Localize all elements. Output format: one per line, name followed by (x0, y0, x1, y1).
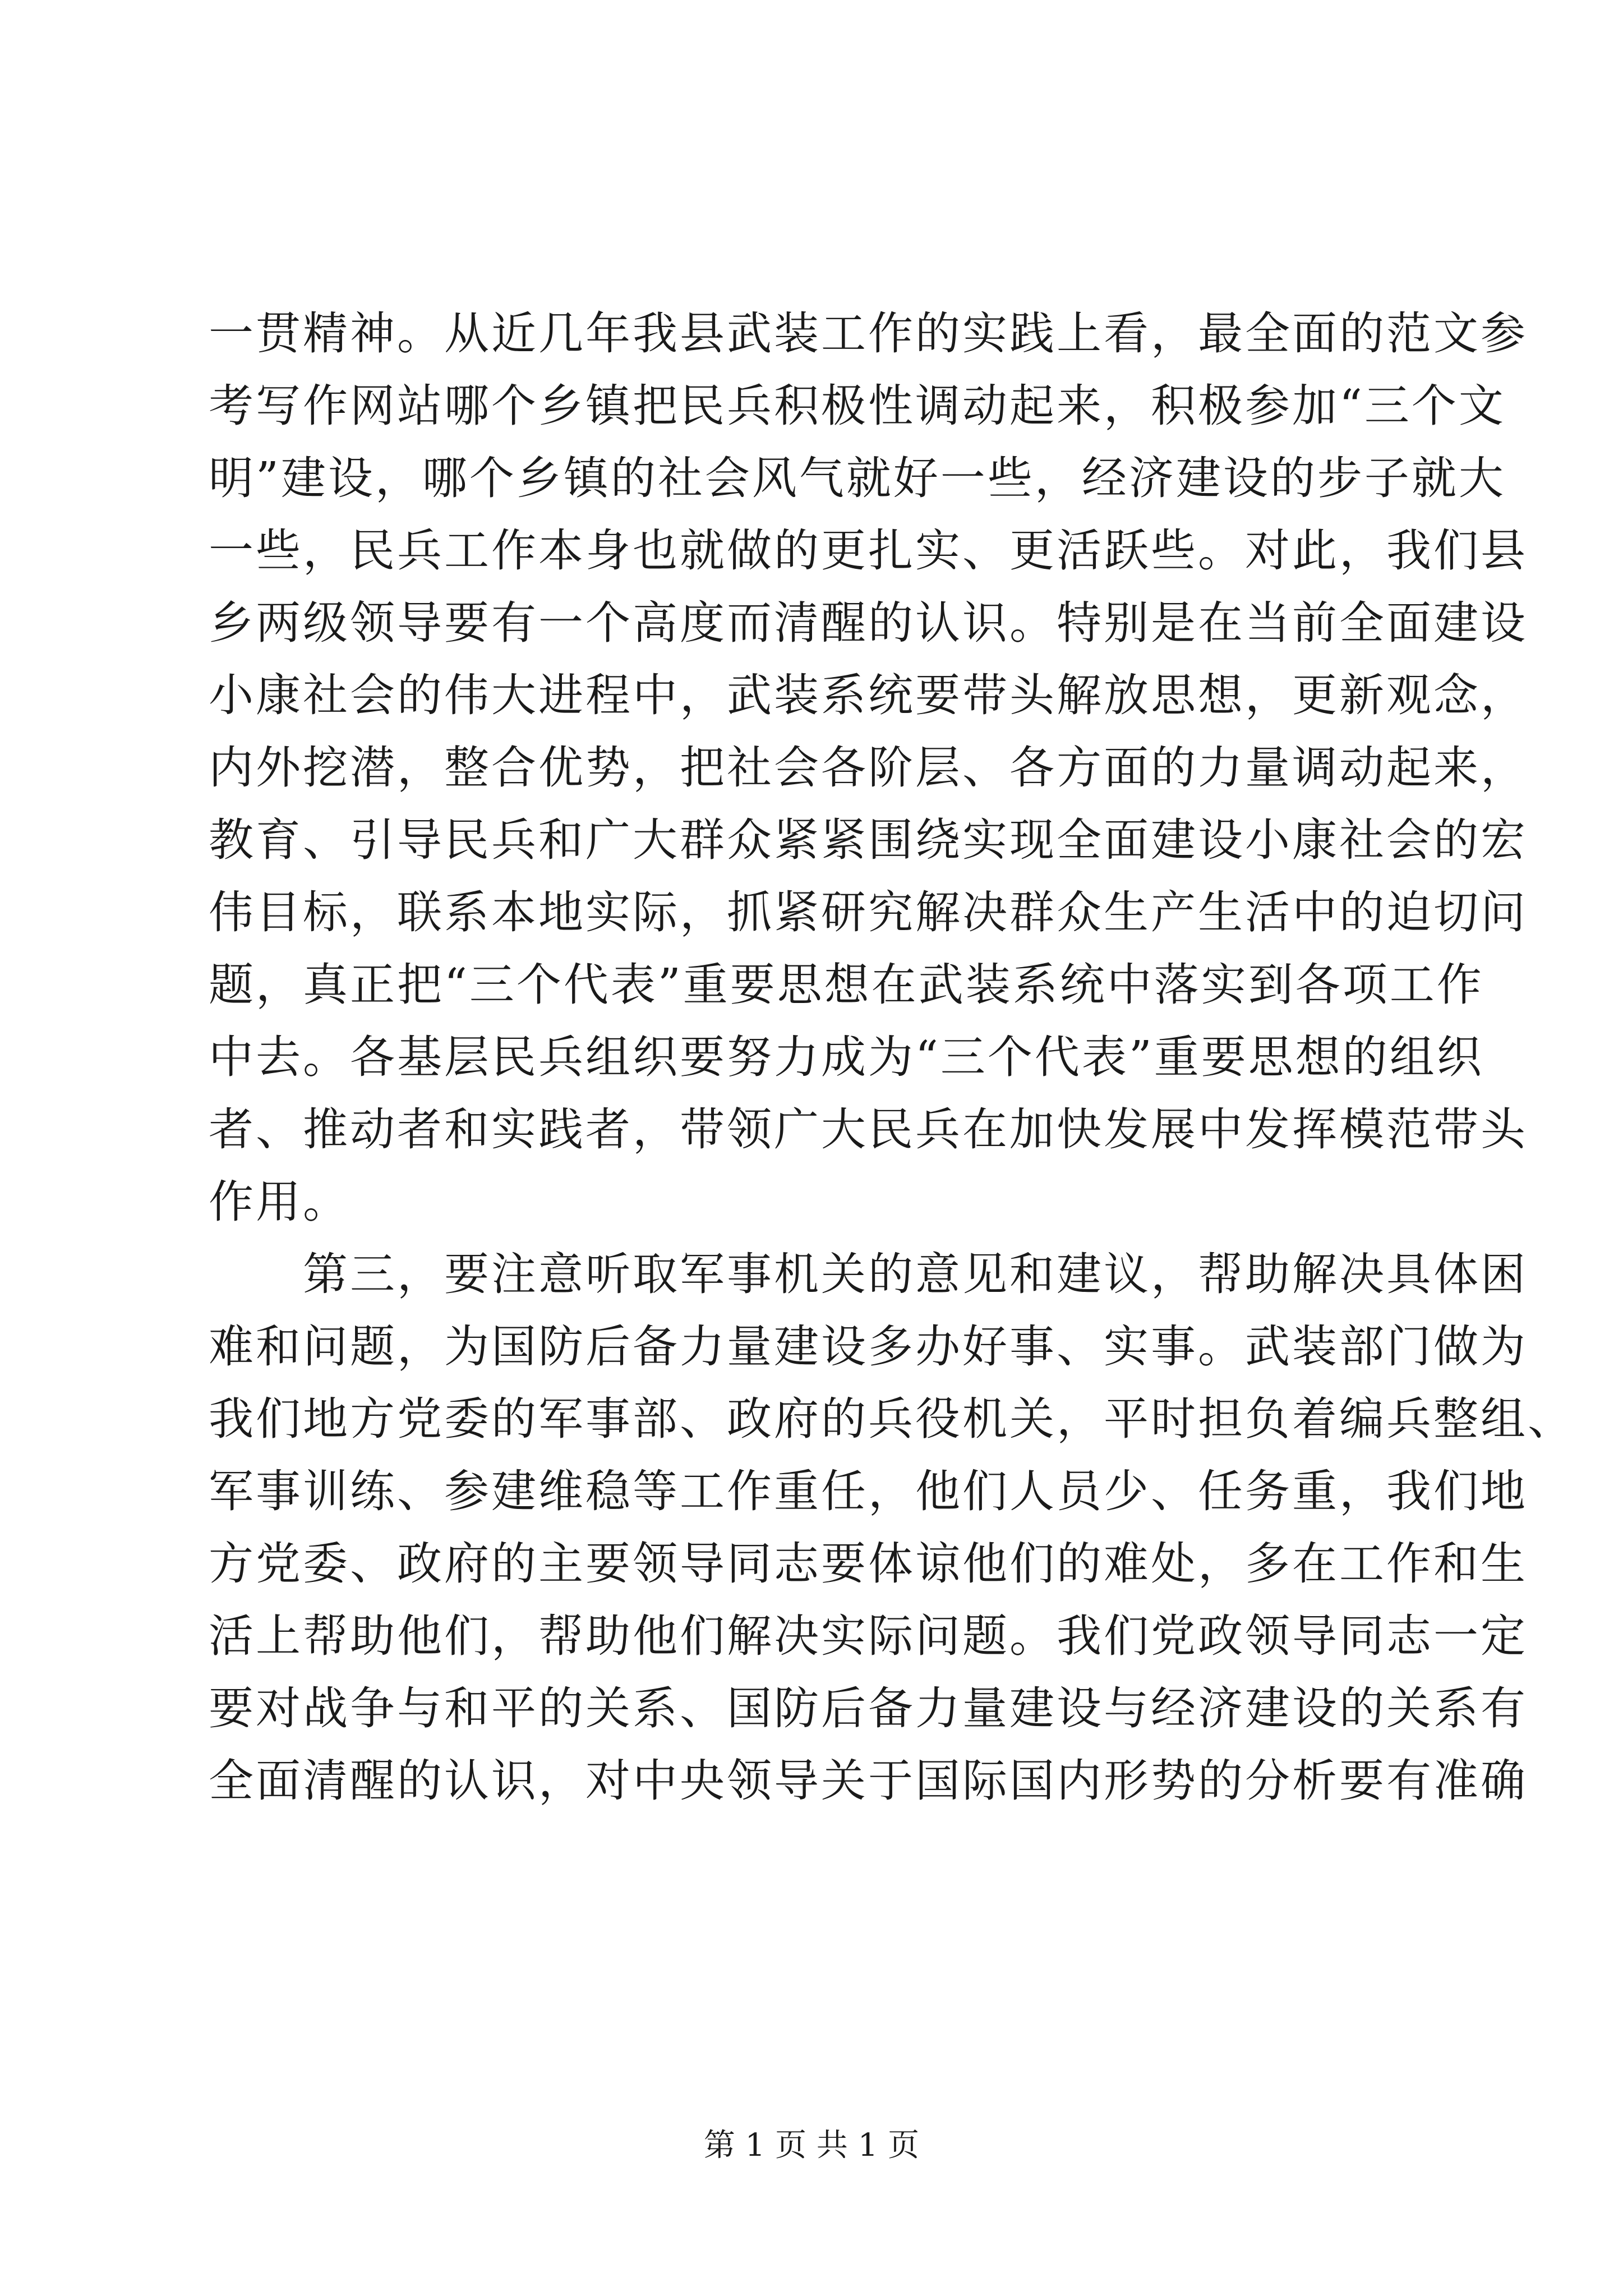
text-line: 方党委、政府的主要领导同志要体谅他们的难处，多在工作和生 (209, 1538, 1528, 1590)
text-line: 我们地方党委的军事部、政府的兵役机关，平时担负着编兵整组、 (209, 1393, 1575, 1445)
text-line: 一贯精神。从近几年我县武装工作的实践上看，最全面的范文参 (209, 307, 1528, 360)
text-line: 中去。各基层民兵组织要努力成为“三个代表”重要思想的组织 (209, 1031, 1484, 1083)
text-line: 活上帮助他们，帮助他们解决实际问题。我们党政领导同志一定 (209, 1610, 1528, 1662)
text-line: 教育、引导民兵和广大群众紧紧围绕实现全面建设小康社会的宏 (209, 814, 1528, 866)
text-line: 内外挖潜，整合优势，把社会各阶层、各方面的力量调动起来， (209, 742, 1528, 794)
text-line: 军事训练、参建维稳等工作重任，他们人员少、任务重，我们地 (209, 1465, 1528, 1517)
text-line: 一些，民兵工作本身也就做的更扎实、更活跃些。对此，我们县 (209, 524, 1528, 577)
text-line: 全面清醒的认识，对中央领导关于国际国内形势的分析要有准确 (209, 1755, 1528, 1807)
text-line: 难和问题，为国防后备力量建设多办好事、实事。武装部门做为 (209, 1320, 1528, 1373)
paragraph-first-line: 第三，要注意听取军事机关的意见和建议，帮助解决具体困 (303, 1248, 1528, 1300)
text-line: 作用。 (209, 1176, 350, 1228)
body-text (209, 297, 1575, 1817)
text-line: 明”建设，哪个乡镇的社会风气就好一些，经济建设的步子就大 (209, 452, 1506, 504)
text-line: 伟目标，联系本地实际，抓紧研究解决群众生产生活中的迫切问 (209, 886, 1528, 938)
page-footer: 第 1 页 共 1 页 (703, 2127, 920, 2164)
text-line: 乡两级领导要有一个高度而清醒的认识。特别是在当前全面建设 (209, 597, 1528, 649)
text-line: 题，真正把“三个代表”重要思想在武装系统中落实到各项工作 (209, 959, 1484, 1011)
text-line: 要对战争与和平的关系、国防后备力量建设与经济建设的关系有 (209, 1682, 1528, 1734)
text-line: 者、推动者和实践者，带领广大民兵在加快发展中发挥模范带头 (209, 1103, 1528, 1156)
text-line: 小康社会的伟大进程中，武装系统要带头解放思想，更新观念， (209, 669, 1528, 721)
text-line: 考写作网站哪个乡镇把民兵积极性调动起来，积极参加“三个文 (209, 380, 1506, 432)
